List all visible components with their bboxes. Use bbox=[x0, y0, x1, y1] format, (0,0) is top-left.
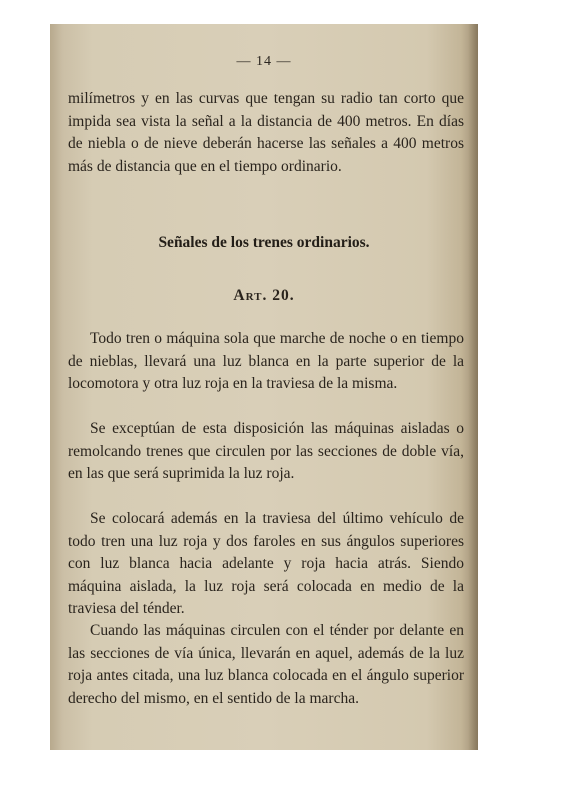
paragraph-1: Todo tren o máquina sola que marche de noche o en tiempo de nieblas, llevará una luz blanca en la parte superior de la locomotora y otra luz roja en la traviesa de la misma. bbox=[68, 330, 464, 393]
paragraph-3: Se colocará además en la traviesa del último vehículo de todo tren una luz roja y dos faroles en sus ángulos superiores con luz blanca hacia adelante y roja hacia atrás. Siendo máquina aislada, la luz roja será colocada en medio de la traviesa del ténder. bbox=[68, 510, 464, 618]
page-number: — 14 — bbox=[236, 54, 292, 69]
paragraph-2: Se exceptúan de esta disposición las máquinas aisladas o remolcando trenes que circulen por las secciones de doble vía, en las que será suprimida la luz roja. bbox=[68, 420, 464, 483]
article-title: Art. 20. bbox=[233, 287, 295, 304]
opening-paragraph: milímetros y en las curvas que tengan su radio tan corto que impida sea vista la señal a la distancia de 400 metros. En días de niebla o de nieve deberán hacerse las señales a 400 metros más de distancia que en el tiempo ordinario. bbox=[68, 90, 464, 175]
section-title: Señales de los trenes ordinarios. bbox=[158, 234, 370, 251]
paragraph-4: Cuando las máquinas circulen con el ténder por delante en las secciones de vía única, llevarán en aquel, además de la luz roja antes citada, una luz blanca colocada en el ángulo superior derecho del mismo, en el sentido de la marcha. bbox=[68, 622, 464, 707]
scanned-page bbox=[50, 24, 478, 750]
